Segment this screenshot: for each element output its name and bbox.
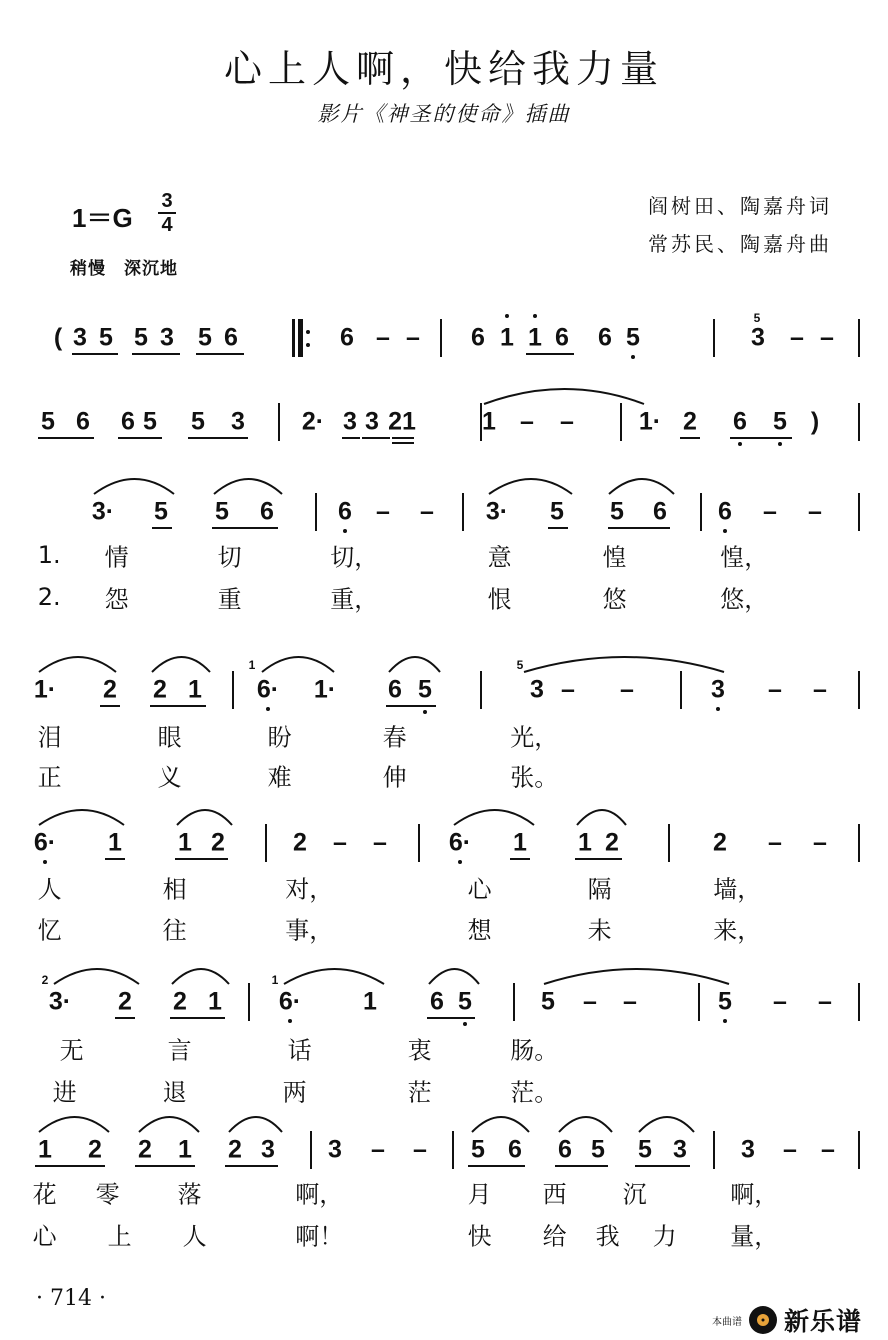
note: 1· [33, 675, 57, 704]
lyric-syllable: 退 [162, 1078, 187, 1107]
note: 5 [418, 675, 432, 704]
barline [480, 671, 482, 709]
underline [72, 353, 118, 355]
lyric-syllable: 人 [182, 1222, 207, 1251]
octave-dot-below [43, 860, 47, 864]
slur [489, 479, 572, 494]
slur [54, 969, 139, 984]
lyric-syllable: 月 [467, 1180, 492, 1209]
page-number: · 714 · [36, 1286, 106, 1311]
octave-dot-below [723, 529, 727, 533]
lyric-syllable: 悠 [602, 585, 627, 614]
underline [427, 1017, 475, 1019]
note: 3 [530, 675, 544, 704]
note: – [373, 828, 387, 857]
underline [392, 437, 414, 439]
barline [265, 824, 267, 862]
lyric-syllable: 1. [37, 541, 61, 569]
note: – [623, 987, 637, 1016]
note: 3 [343, 407, 357, 436]
note: – [406, 323, 420, 352]
note: 6 [388, 675, 402, 704]
note: 5 [99, 323, 113, 352]
barline [418, 824, 420, 862]
barline [680, 671, 682, 709]
octave-dot-below [458, 860, 462, 864]
note: 3 [73, 323, 87, 352]
barline [858, 824, 860, 862]
barline [858, 493, 860, 531]
slur [229, 1117, 282, 1132]
note: 2 [138, 1135, 152, 1164]
underline [730, 437, 792, 439]
note: 2 [118, 987, 132, 1016]
barline [462, 493, 464, 531]
barline [858, 1131, 860, 1169]
note: – [820, 323, 834, 352]
slur [94, 479, 174, 494]
note: 6 [555, 323, 569, 352]
vinyl-record-icon [748, 1305, 778, 1335]
barline [278, 403, 280, 441]
underline [152, 527, 172, 529]
time-signature [158, 190, 176, 236]
note: 6 [338, 497, 352, 526]
note: 1 [500, 323, 514, 352]
note: 3 [711, 675, 725, 704]
barline [858, 671, 860, 709]
lyric-syllable: 衷 [407, 1036, 432, 1065]
note: 3· [91, 497, 115, 526]
note: 2 [153, 675, 167, 704]
lyric-syllable: 心 [467, 875, 492, 904]
note: 1 [482, 407, 496, 436]
note: – [561, 675, 575, 704]
underline [526, 353, 574, 355]
octave-dot-below [778, 442, 782, 446]
lyric-syllable: 话 [287, 1036, 312, 1065]
lyric-syllable: 光， [510, 723, 559, 752]
lyric-syllable: 西 [542, 1180, 567, 1209]
slur [172, 969, 229, 984]
underline [342, 437, 360, 439]
underline [386, 705, 436, 707]
barline [310, 1131, 312, 1169]
grace-note: 5 [753, 311, 761, 325]
note: 6 [598, 323, 612, 352]
underline [175, 858, 228, 860]
slur [284, 969, 384, 984]
slur [577, 810, 626, 825]
barline [315, 493, 317, 531]
octave-dot-above [533, 314, 537, 318]
slur [484, 389, 644, 404]
octave-dot-below [288, 1019, 292, 1023]
note: 1 [178, 1135, 192, 1164]
barline [700, 493, 702, 531]
lyric-syllable: 恨 [487, 585, 512, 614]
lyric-syllable: 快 [467, 1222, 492, 1251]
note: 6 [508, 1135, 522, 1164]
note: 6 [430, 987, 444, 1016]
note: 2 [293, 828, 307, 857]
note: 6 [653, 497, 667, 526]
note: 5 [550, 497, 564, 526]
note: 5 [541, 987, 555, 1016]
slur [559, 1117, 612, 1132]
note: – [333, 828, 347, 857]
note: 1 [208, 987, 222, 1016]
note: – [376, 323, 390, 352]
note: – [520, 407, 534, 436]
lyric-syllable: 往 [162, 916, 187, 945]
note: – [560, 407, 574, 436]
note: – [808, 497, 822, 526]
octave-dot-below [738, 442, 742, 446]
note: 5 [191, 407, 205, 436]
underline [212, 527, 278, 529]
note: 3 [328, 1135, 342, 1164]
lyric-syllable: 茫。 [510, 1078, 559, 1107]
lyric-syllable: 零 [95, 1180, 120, 1209]
note: ( [53, 323, 63, 352]
lyric-syllable: 量， [730, 1222, 779, 1251]
lyricist-credit: 阎树田、陶嘉舟词 [648, 194, 832, 218]
lyric-syllable: 惶 [602, 543, 627, 572]
underline [118, 437, 162, 439]
lyric-syllable: 惶， [720, 543, 769, 572]
underline [100, 705, 120, 707]
time-top: 3 [161, 190, 173, 212]
note: 5 [610, 497, 624, 526]
slur [389, 657, 440, 672]
lyric-syllable: 春 [382, 723, 407, 752]
slur [609, 479, 674, 494]
note: 1 [578, 828, 592, 857]
barline [858, 403, 860, 441]
barline [668, 824, 670, 862]
underline [608, 527, 670, 529]
slur [524, 657, 724, 672]
lyric-syllable: 伸 [382, 763, 407, 792]
note: 1 [108, 828, 122, 857]
lyric-syllable: 力 [652, 1222, 677, 1251]
octave-dot-below [423, 710, 427, 714]
note: – [620, 675, 634, 704]
note: 1· [313, 675, 337, 704]
slur [472, 1117, 529, 1132]
underline [196, 353, 244, 355]
note: 1 [188, 675, 202, 704]
lyric-syllable: 人 [37, 875, 62, 904]
repeat-barline [292, 319, 295, 357]
slur [639, 1117, 694, 1132]
note: – [813, 675, 827, 704]
lyric-syllable: 重 [217, 585, 242, 614]
barline [452, 1131, 454, 1169]
slur [429, 969, 479, 984]
lyric-syllable: 事， [285, 916, 334, 945]
slur [454, 810, 534, 825]
underline [548, 527, 568, 529]
note: 5 [718, 987, 732, 1016]
note: 2 [103, 675, 117, 704]
lyric-syllable: 隔 [587, 875, 612, 904]
lyric-syllable: 切 [217, 543, 242, 572]
note: 5 [154, 497, 168, 526]
slur [39, 810, 124, 825]
note: 5 [591, 1135, 605, 1164]
lyric-syllable: 茫 [407, 1078, 432, 1107]
song-title: 心上人啊，快给我力量 [223, 47, 664, 91]
lyric-syllable: 悠， [720, 585, 769, 614]
lyric-syllable: 进 [52, 1078, 77, 1107]
underline [132, 353, 180, 355]
underline [135, 1165, 195, 1167]
lyric-syllable: 肠。 [510, 1036, 559, 1065]
octave-dot-below [723, 1019, 727, 1023]
lyric-syllable: 正 [37, 763, 62, 792]
barline [480, 403, 482, 441]
note: 6 [121, 407, 135, 436]
note: 6· [448, 828, 472, 857]
octave-dot-below [716, 707, 720, 711]
note: 5 [773, 407, 787, 436]
note: 2 [211, 828, 225, 857]
composer-credit: 常苏民、陶嘉舟曲 [648, 232, 832, 256]
note: – [783, 1135, 797, 1164]
note: 3 [751, 323, 765, 352]
underline [555, 1165, 608, 1167]
note: 5 [215, 497, 229, 526]
lyric-syllable: 沉 [622, 1180, 647, 1209]
note: 2 [683, 407, 697, 436]
barline [513, 983, 515, 1021]
barline [858, 983, 860, 1021]
lyric-syllable: 墙， [713, 875, 762, 904]
lyric-syllable: 意 [487, 543, 512, 572]
note: 6 [718, 497, 732, 526]
note: 2 [173, 987, 187, 1016]
note: 5 [41, 407, 55, 436]
note: 6 [224, 323, 238, 352]
note: 5 [638, 1135, 652, 1164]
slur [177, 810, 232, 825]
lyric-syllable: 无 [59, 1036, 84, 1065]
note: 3 [231, 407, 245, 436]
barline [232, 671, 234, 709]
repeat-barline [298, 319, 303, 357]
note: – [773, 987, 787, 1016]
barline [858, 319, 860, 357]
lyric-syllable: 怨 [104, 585, 129, 614]
note: – [420, 497, 434, 526]
lyric-syllable: 情 [104, 543, 129, 572]
key-signature: 1＝G [72, 203, 133, 233]
note: 6 [340, 323, 354, 352]
note: 5 [143, 407, 157, 436]
underline [170, 1017, 225, 1019]
note: 5 [134, 323, 148, 352]
lyric-syllable: 两 [282, 1078, 307, 1107]
octave-dot-above [505, 314, 509, 318]
note: 1 [528, 323, 542, 352]
grace-note: 2 [41, 973, 49, 987]
note: 5 [198, 323, 212, 352]
underline [38, 437, 94, 439]
lyric-syllable: 啊， [730, 1180, 779, 1209]
grace-note: 5 [516, 658, 524, 672]
note: 1 [178, 828, 192, 857]
underline [635, 1165, 690, 1167]
double-underline [392, 442, 414, 444]
note: – [413, 1135, 427, 1164]
underline [150, 705, 206, 707]
slur [139, 1117, 199, 1132]
note: 2 [228, 1135, 242, 1164]
grace-note: 1 [271, 973, 279, 987]
octave-dot-below [631, 355, 635, 359]
song-subtitle: 影片《神圣的使命》插曲 [317, 102, 571, 126]
time-bottom: 4 [161, 214, 173, 236]
slur [152, 657, 210, 672]
barline [713, 319, 715, 357]
lyric-syllable: 眼 [157, 723, 182, 752]
note: 5 [458, 987, 472, 1016]
lyric-syllable: 心 [32, 1222, 57, 1251]
note: 2 [713, 828, 727, 857]
tempo-marking: 稍慢 深沉地 [70, 259, 178, 278]
underline [105, 858, 125, 860]
note: 6· [256, 675, 280, 704]
note: 3 [741, 1135, 755, 1164]
note: 6 [76, 407, 90, 436]
barline [248, 983, 250, 1021]
note: 3· [48, 987, 72, 1016]
note: 3 [365, 407, 379, 436]
note: 6· [33, 828, 57, 857]
lyric-syllable: 盼 [267, 723, 292, 752]
note: 21 [388, 407, 416, 436]
lyric-syllable: 泪 [37, 723, 62, 752]
note: 1 [513, 828, 527, 857]
underline [188, 437, 248, 439]
lyric-syllable: 落 [177, 1180, 202, 1209]
lyric-syllable: 重， [330, 585, 379, 614]
lyric-syllable: 啊， [295, 1180, 344, 1209]
note: – [371, 1135, 385, 1164]
lyric-syllable: 对， [285, 875, 334, 904]
slur [39, 1117, 109, 1132]
note: 6 [471, 323, 485, 352]
octave-dot-below [463, 1022, 467, 1026]
note: 2 [88, 1135, 102, 1164]
lyric-syllable: 来， [713, 916, 762, 945]
lyric-syllable: 难 [267, 763, 292, 792]
repeat-dot [306, 343, 310, 347]
note: 3 [261, 1135, 275, 1164]
note: 5 [626, 323, 640, 352]
lyric-syllable: 相 [162, 875, 187, 904]
note: ) [810, 407, 820, 436]
underline [35, 1165, 105, 1167]
watermark-prefix: 本曲谱 [712, 1316, 742, 1328]
octave-dot-below [266, 707, 270, 711]
lyric-syllable: 我 [595, 1222, 620, 1251]
note: 1 [38, 1135, 52, 1164]
watermark-brand: 新乐谱 [784, 1308, 863, 1336]
note: 2· [301, 407, 325, 436]
slur [544, 969, 729, 984]
note: 3 [160, 323, 174, 352]
note: – [376, 497, 390, 526]
note: – [790, 323, 804, 352]
note: – [583, 987, 597, 1016]
lyric-syllable: 2. [37, 583, 61, 611]
underline [362, 437, 390, 439]
octave-dot-below [343, 529, 347, 533]
watermark-logo [712, 1302, 862, 1338]
note: – [768, 828, 782, 857]
note: 1 [363, 987, 377, 1016]
lyric-syllable: 义 [157, 763, 182, 792]
note: 3· [485, 497, 509, 526]
lyric-syllable: 上 [107, 1222, 132, 1251]
underline [225, 1165, 278, 1167]
note: – [821, 1135, 835, 1164]
note: 6 [733, 407, 747, 436]
underline [575, 858, 622, 860]
note: – [813, 828, 827, 857]
underline [680, 437, 700, 439]
lyric-syllable: 切， [330, 543, 379, 572]
slur [214, 479, 282, 494]
lyric-syllable: 给 [542, 1222, 567, 1251]
underline [468, 1165, 525, 1167]
lyric-syllable: 张。 [510, 763, 559, 792]
grace-note: 1 [248, 658, 256, 672]
barline [440, 319, 442, 357]
slur [262, 657, 334, 672]
note: 2 [605, 828, 619, 857]
lyric-syllable: 言 [167, 1036, 192, 1065]
barline [713, 1131, 715, 1169]
underline [510, 858, 530, 860]
lyric-syllable: 想 [467, 916, 492, 945]
note: – [818, 987, 832, 1016]
note: 6 [260, 497, 274, 526]
lyric-syllable: 啊！ [295, 1222, 344, 1251]
note: 6· [278, 987, 302, 1016]
slur [39, 657, 116, 672]
note: 3 [673, 1135, 687, 1164]
note: 6 [558, 1135, 572, 1164]
repeat-dot [306, 330, 310, 334]
note: – [768, 675, 782, 704]
lyric-syllable: 未 [587, 916, 612, 945]
note: 1· [638, 407, 662, 436]
barline [620, 403, 622, 441]
lyric-syllable: 花 [32, 1180, 57, 1209]
barline [698, 983, 700, 1021]
note: – [763, 497, 777, 526]
note: 5 [471, 1135, 485, 1164]
underline [115, 1017, 135, 1019]
lyric-syllable: 忆 [37, 916, 62, 945]
